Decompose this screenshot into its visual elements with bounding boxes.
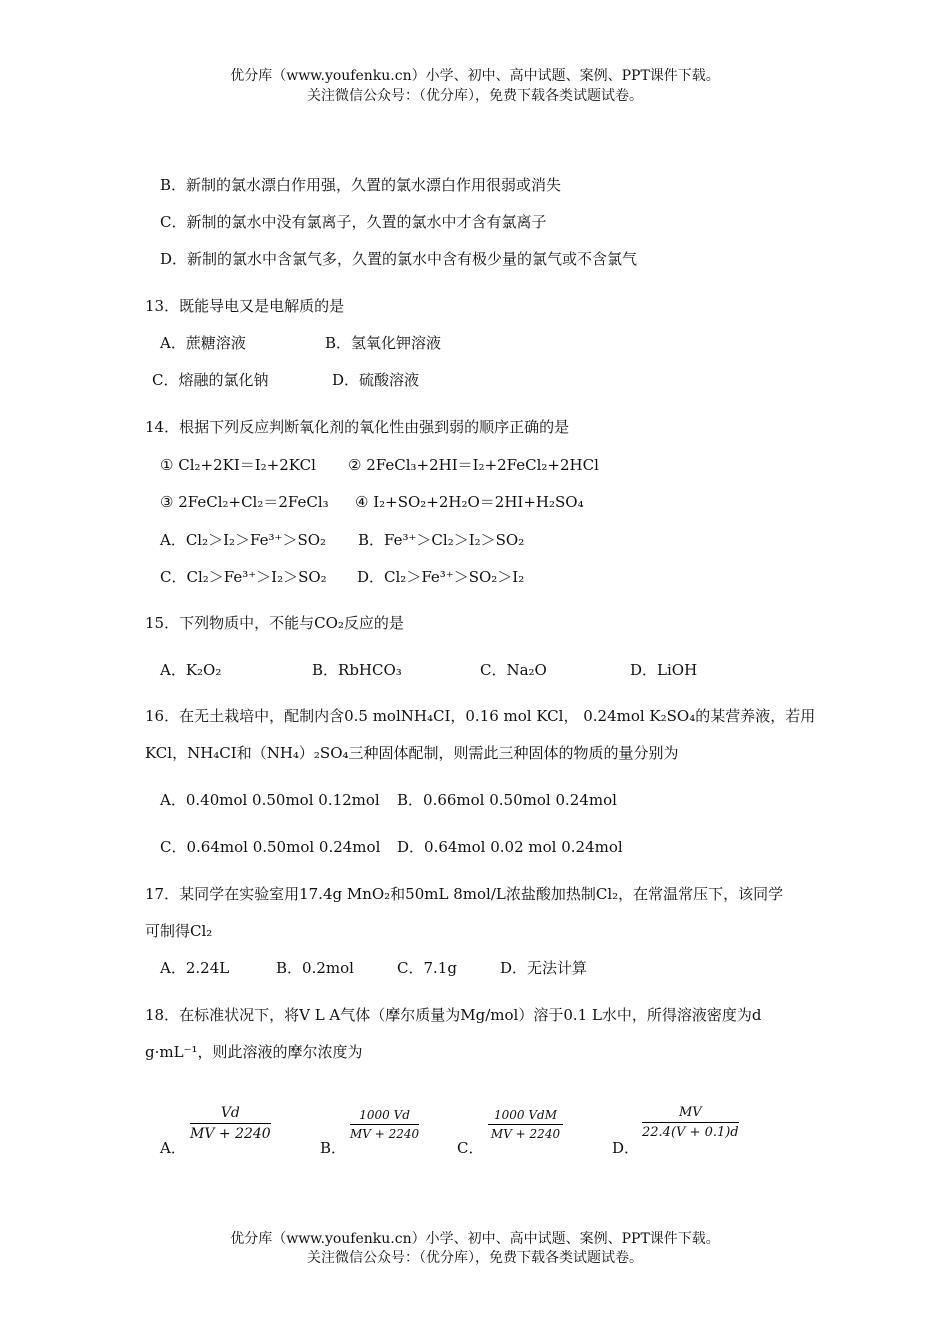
q18-option-b-label: B． (320, 1139, 347, 1157)
q13-option-b: B．氢氧化钾溶液 (325, 334, 442, 352)
q15-option-d: D．LiOH (630, 661, 698, 679)
q16-option-b: B．0.66mol 0.50mol 0.24mol (397, 791, 617, 809)
q17-option-c: C．7.1g (397, 959, 457, 977)
q12-option-b: B．新制的氯水漂白作用强，久置的氯水漂白作用很弱或消失 (160, 176, 562, 194)
header-line-1: 优分库（www.youfenku.cn）小学、初中、高中试题、案例、PPT课件下载。 (230, 68, 720, 84)
fraction-denominator: 22.4(V + 0.1)d (642, 1125, 739, 1140)
q16-stem-line-1: 16．在无土栽培中，配制内含0.5 molNH₄CI，0.16 mol KCl， 0.24mol K₂SO₄的某营养液，若用 (145, 707, 816, 725)
fraction-numerator: 1000 VdM (488, 1108, 563, 1125)
q13-option-c: C．熔融的氯化钠 (152, 371, 269, 389)
q14-option-a: A．Cl₂＞I₂＞Fe³⁺＞SO₂ (160, 531, 327, 549)
q12-option-c: C．新制的氯水中没有氯离子，久置的氯水中才含有氯离子 (160, 213, 547, 231)
q18-option-c-label: C． (457, 1139, 484, 1157)
q13-stem: 13．既能导电又是电解质的是 (145, 297, 345, 315)
fraction-denominator: MV + 2240 (490, 1127, 561, 1141)
q15-option-a: A．K₂O₂ (160, 661, 222, 679)
q14-stem: 14．根据下列反应判断氧化剂的氧化性由强到弱的顺序正确的是 (145, 418, 570, 436)
q14-option-d: D．Cl₂＞Fe³⁺＞SO₂＞I₂ (357, 568, 525, 586)
q17-stem-line-2: 可制得Cl₂ (145, 922, 213, 940)
q17-stem-line-1: 17．某同学在实验室用17.4g MnO₂和50mL 8mol/L浓盐酸加热制Cl₂，在常温常压下，该同学 (145, 885, 784, 903)
q12-option-d: D．新制的氯水中含氯气多，久置的氯水中含有极少量的氯气或不含氯气 (160, 250, 638, 268)
q18-option-a-label: A． (160, 1139, 186, 1157)
footer-line-1: 优分库（www.youfenku.cn）小学、初中、高中试题、案例、PPT课件下载。 (230, 1231, 720, 1247)
fraction-numerator: 1000 Vd (350, 1108, 419, 1125)
fraction-numerator: MV (642, 1105, 739, 1123)
q16-option-d: D．0.64mol 0.02 mol 0.24mol (397, 838, 623, 856)
q14-reaction-2: ② 2FeCl₃+2HI＝I₂+2FeCl₂+2HCl (348, 456, 599, 474)
q14-reaction-3: ③ 2FeCl₂+Cl₂＝2FeCl₃ (160, 493, 329, 511)
q15-option-c: C．Na₂O (480, 661, 547, 679)
q17-option-a: A．2.24L (160, 959, 230, 977)
q14-option-b: B．Fe³⁺＞Cl₂＞I₂＞SO₂ (358, 531, 525, 549)
q18-stem-line-1: 18．在标准状况下，将V L A气体（摩尔质量为Mg/mol）溶于0.1 L水中，所得溶液密度为d (145, 1006, 762, 1024)
q17-option-b: B．0.2mol (276, 959, 354, 977)
fraction-numerator: Vd (190, 1105, 271, 1124)
q18-option-b-fraction (350, 1108, 419, 1141)
q18-option-a-fraction (190, 1105, 271, 1142)
q15-stem: 15．下列物质中，不能与CO₂反应的是 (145, 614, 404, 632)
q18-option-d-label: D． (612, 1139, 640, 1157)
header-line-2: 关注微信公众号：（优分库），免费下载各类试题试卷。 (307, 88, 643, 104)
q18-stem-line-2: g·mL⁻¹，则此溶液的摩尔浓度为 (145, 1043, 363, 1061)
q17-option-d: D．无法计算 (500, 959, 588, 977)
footer-line-2: 关注微信公众号：（优分库），免费下载各类试题试卷。 (307, 1250, 643, 1266)
q14-reaction-4: ④ I₂+SO₂+2H₂O＝2HI+H₂SO₄ (355, 493, 584, 511)
q14-option-c: C．Cl₂＞Fe³⁺＞I₂＞SO₂ (160, 568, 327, 586)
q13-option-d: D．硫酸溶液 (332, 371, 420, 389)
q14-reaction-1: ① Cl₂+2KI＝I₂+2KCl (160, 456, 316, 474)
q18-option-c-fraction (488, 1108, 563, 1141)
q16-option-a: A．0.40mol 0.50mol 0.12mol (160, 791, 380, 809)
q13-option-a: A．蔗糖溶液 (160, 334, 246, 352)
fraction-denominator: MV + 2240 (190, 1126, 271, 1142)
q16-option-c: C．0.64mol 0.50mol 0.24mol (160, 838, 381, 856)
fraction-denominator: MV + 2240 (350, 1127, 420, 1141)
q18-option-d-fraction (642, 1105, 739, 1140)
q16-stem-line-2: KCl，NH₄CI和（NH₄）₂SO₄三种固体配制，则需此三种固体的物质的量分别为 (145, 744, 679, 762)
q15-option-b: B．RbHCO₃ (312, 661, 402, 679)
